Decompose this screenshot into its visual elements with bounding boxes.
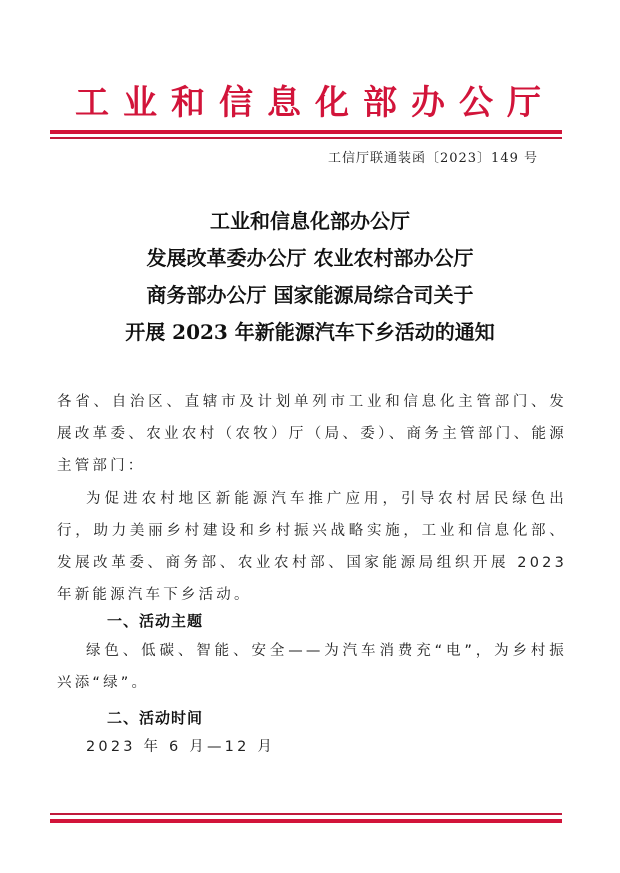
title-line: 工业和信息化部办公厅 (210, 209, 410, 233)
intro-paragraph (57, 483, 567, 611)
footer-rule-thick (50, 819, 562, 823)
section-heading-theme: 一、活动主题 (107, 612, 204, 630)
header-rule-thick (50, 130, 562, 134)
intro-text: 为促进农村地区新能源汽车推广应用，引导农村居民绿色出行，助力美丽乡村建设和乡村振兴战略实施，工业和信息化部、发展改革委、商务部、农业农村部、国家能源局组织开展 2023 年新能源汽车下乡活动。 (57, 491, 567, 603)
addressees-paragraph (57, 386, 567, 482)
time-text: 2023 年 6 月—12 月 (86, 739, 276, 755)
section-heading-time: 二、活动时间 (107, 709, 204, 727)
document-number: 工信厅联通装函〔2023〕149 号 (327, 151, 538, 166)
issuing-organization-header: 工业和信息化部办公厅 (75, 83, 555, 123)
title-line: 发展改革委办公厅 农业农村部办公厅 (146, 246, 474, 270)
section-time-content (57, 731, 567, 763)
theme-text: 绿色、低碳、智能、安全——为汽车消费充“电”，为乡村振兴添“绿”。 (57, 643, 567, 691)
title-line: 开展 2023 年新能源汽车下乡活动的通知 (125, 320, 495, 344)
section-theme-content (57, 635, 567, 699)
addressees-text: 各省、自治区、直辖市及计划单列市工业和信息化主管部门、发展改革委、农业农村（农牧）厅（局、委）、商务主管部门、能源主管部门： (57, 394, 567, 474)
title-line: 商务部办公厅 国家能源局综合司关于 (146, 283, 474, 307)
document-title (0, 203, 620, 351)
footer-rule-thin (50, 813, 562, 815)
header-rule-thin (50, 137, 562, 139)
